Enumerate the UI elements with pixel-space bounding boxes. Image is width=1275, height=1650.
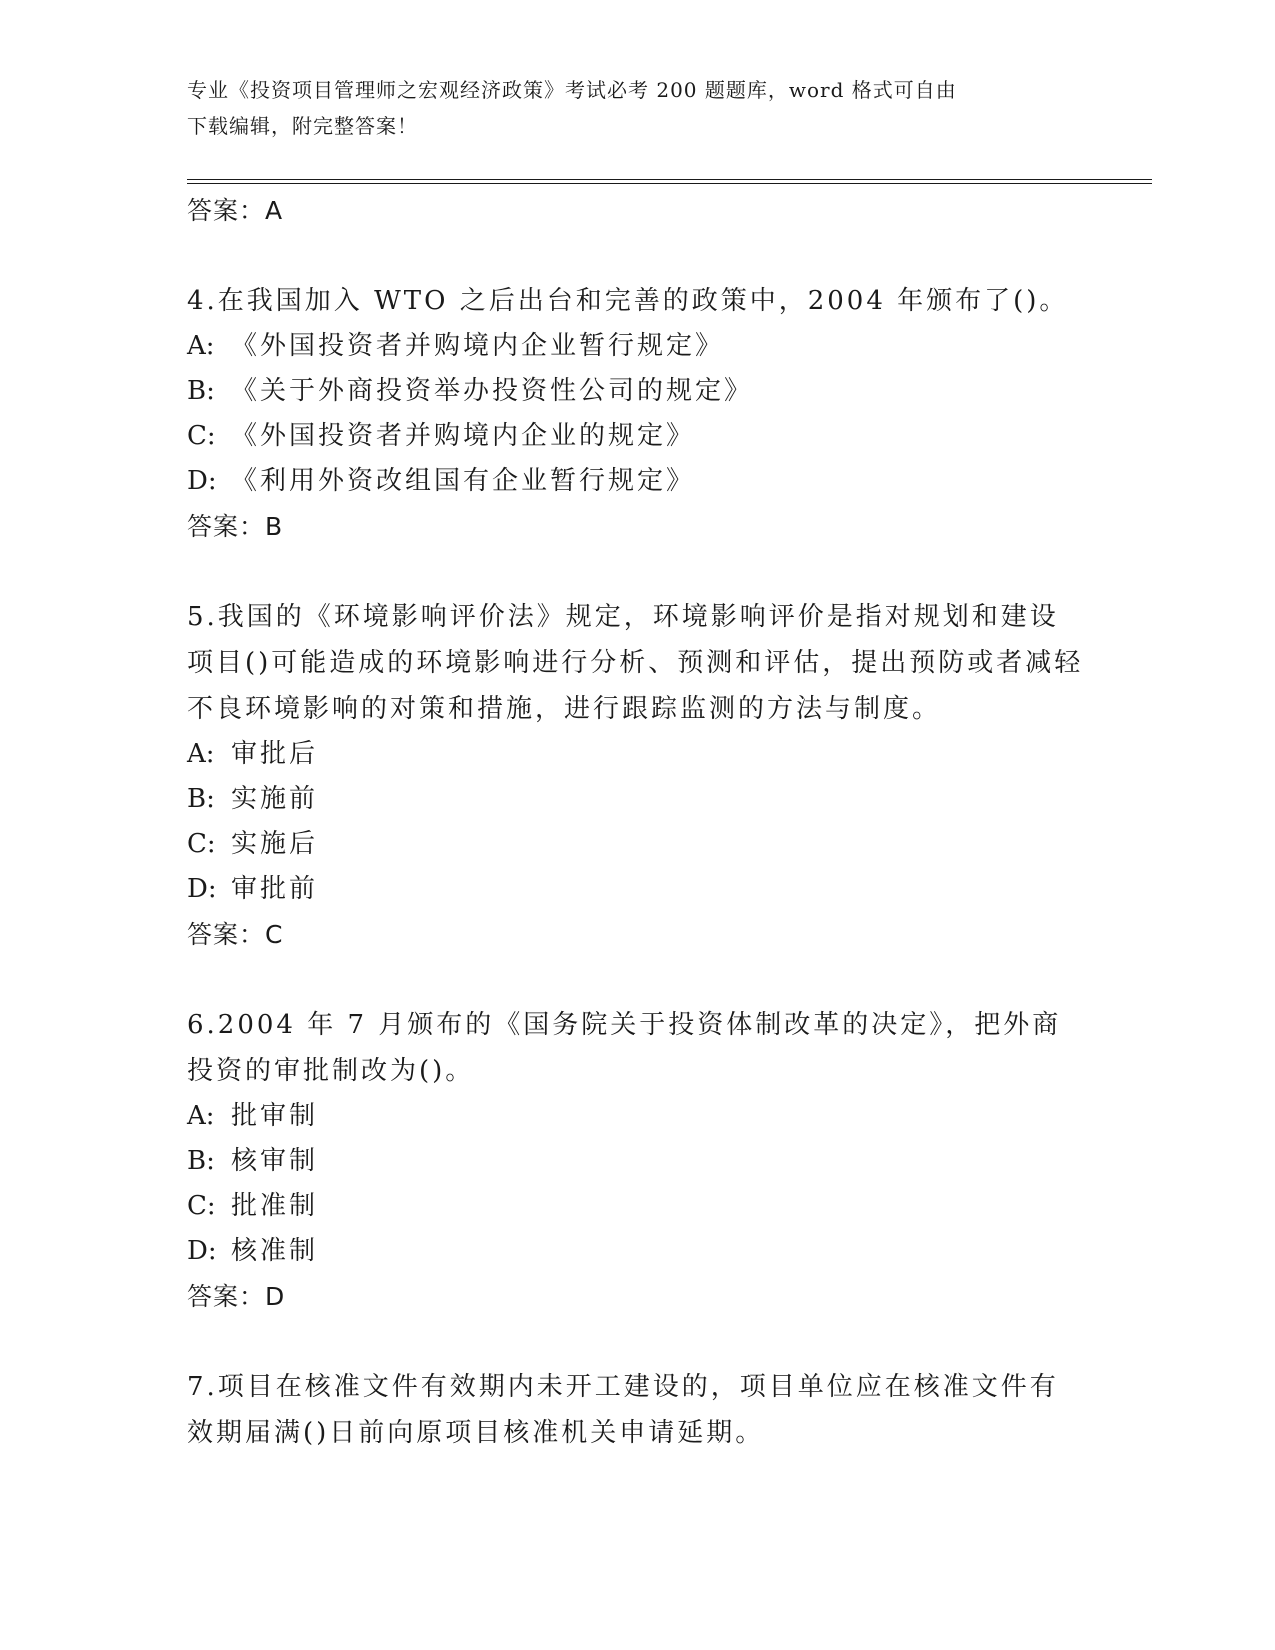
question-6-option-d [187,1229,1087,1274]
option-text: 《外国投资者并购境内企业暂行规定》 [231,331,725,361]
question-7-text: 7.项目在核准文件有效期内未开工建设的，项目单位应在核准文件有效期届满()日前向原项目核准机关申请延期。 [187,1372,1059,1448]
question-6 [187,1002,1087,1319]
question-5 [187,594,1087,957]
question-5-option-d [187,867,1087,912]
question-4-option-b [187,369,1087,414]
option-text: 核审制 [231,1146,319,1176]
option-key: D: [187,874,217,904]
question-4-text: 4.在我国加入 WTO 之后出台和完善的政策中，2004 年颁布了()。 [187,286,1069,316]
question-6-option-b [187,1139,1087,1184]
option-key: D: [187,466,217,496]
header-line-2: 下载编辑，附完整答案！ [187,114,418,138]
question-5-text: 5.我国的《环境影响评价法》规定，环境影响评价是指对规划和建设项目()可能造成的环境影响进行分析、预测和评估，提出预防或者减轻不良环境影响的对策和措施，进行跟踪监测的方法与制度。 [187,602,1084,724]
question-5-option-c [187,822,1087,867]
header-line-1: 专业《投资项目管理师之宏观经济政策》考试必考 200 题题库，word 格式可自由 [187,78,957,102]
question-4-option-c [187,414,1087,459]
answer-q5: 答案：C [187,920,284,949]
option-text: 审批后 [231,739,319,769]
option-text: 实施前 [231,784,319,814]
document-header [187,72,1067,144]
question-list [187,188,1087,1456]
header-rule-bottom [187,183,1152,184]
option-text: 《关于外商投资举办投资性公司的规定》 [231,376,754,406]
option-key: A: [187,739,215,769]
option-key: C: [187,421,216,451]
question-7 [187,1364,1087,1456]
option-text: 实施后 [231,829,319,859]
option-key: B: [187,784,215,814]
option-key: A: [187,331,215,361]
question-4-option-d [187,459,1087,504]
question-6-option-c [187,1184,1087,1229]
option-key: B: [187,1146,215,1176]
option-text: 《外国投资者并购境内企业的规定》 [231,421,696,451]
option-text: 审批前 [231,874,319,904]
answer-q4: 答案：B [187,512,284,541]
question-4 [187,278,1087,549]
option-text: 批审制 [231,1101,319,1131]
answer-q3: 答案：A [187,196,284,225]
option-text: 核准制 [231,1236,319,1266]
question-5-option-b [187,777,1087,822]
question-6-text: 6.2004 年 7 月颁布的《国务院关于投资体制改革的决定》，把外商投资的审批制改为()。 [187,1010,1062,1086]
question-4-option-a [187,324,1087,369]
answer-q6: 答案：D [187,1282,286,1311]
option-key: B: [187,376,215,406]
option-text: 《利用外资改组国有企业暂行规定》 [231,466,696,496]
option-key: D: [187,1236,217,1266]
question-6-option-a [187,1094,1087,1139]
option-key: A: [187,1101,215,1131]
option-key: C: [187,1191,216,1221]
question-5-option-a [187,732,1087,777]
header-rule-top [187,179,1152,180]
option-key: C: [187,829,216,859]
option-text: 批准制 [231,1191,319,1221]
